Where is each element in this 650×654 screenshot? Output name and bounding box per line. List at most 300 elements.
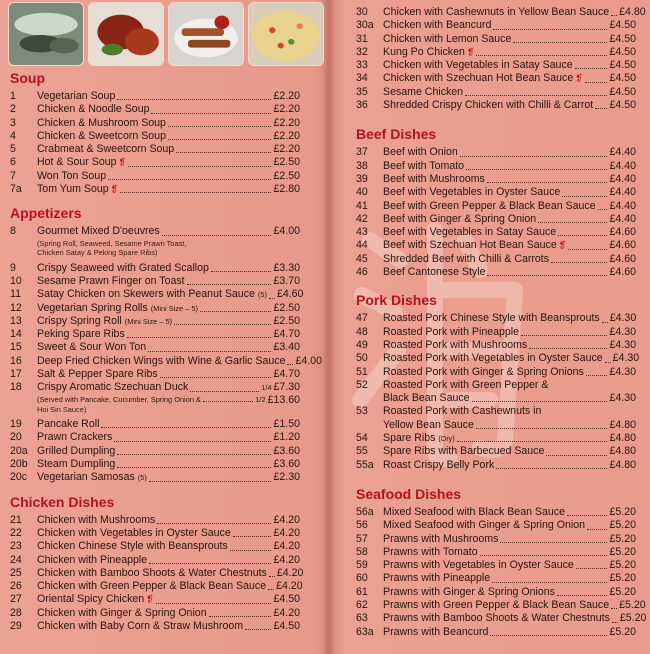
pork-list — [356, 432, 636, 472]
item-price: £2.20 — [273, 103, 300, 116]
dot-leader — [230, 550, 272, 551]
item-price: £4.20 — [273, 606, 300, 619]
menu-item — [10, 117, 300, 130]
item-number: 29 — [10, 620, 22, 632]
menu-item — [356, 312, 636, 325]
dot-leader — [492, 582, 607, 583]
menu-item — [10, 225, 300, 238]
item-price: £4.30 — [609, 338, 636, 351]
dot-leader — [457, 441, 608, 442]
item-price: £4.50 — [609, 85, 636, 98]
item-price: £4.80 — [609, 458, 636, 471]
dot-leader — [128, 166, 271, 167]
item-number: 20 — [10, 431, 22, 444]
item-price: £4.40 — [609, 146, 636, 159]
item-number: 41 — [356, 199, 368, 212]
item-number: 21 — [10, 513, 22, 526]
item-name: Roasted Pork with Mushrooms — [383, 338, 528, 351]
dot-leader — [149, 563, 271, 564]
item-name: Steam Dumpling — [37, 458, 116, 471]
dot-leader — [245, 629, 271, 630]
dot-leader — [269, 576, 275, 577]
menu-item — [10, 341, 300, 354]
menu-item — [10, 527, 300, 540]
item-price: £2.20 — [273, 129, 300, 142]
item-number: 48 — [356, 325, 368, 338]
item-number: 43 — [356, 226, 368, 239]
dot-leader — [538, 222, 607, 223]
item-name: Prawns with Vegetables in Oyster Sauce — [383, 559, 574, 572]
item-note: (Served with Pancake, Cucumber, Spring Onion & — [37, 394, 201, 404]
dot-leader — [157, 523, 271, 524]
dot-leader — [472, 401, 608, 402]
item-name: Chicken with Green Pepper & Black Bean Sauce — [37, 580, 267, 593]
menu-item — [356, 379, 636, 392]
menu-item-note-row — [10, 395, 300, 405]
item-price: £4.00 — [295, 354, 322, 367]
dot-leader — [480, 555, 608, 556]
dot-leader — [174, 324, 271, 325]
item-number: 34 — [356, 72, 368, 85]
menu-item — [356, 173, 636, 186]
menu-item — [10, 143, 300, 156]
item-name: Prawns with Green Pepper & Black Bean Sauce — [383, 598, 610, 611]
item-number: 44 — [356, 239, 368, 252]
item-name: Kung Po Chicken — [383, 45, 465, 58]
dot-leader — [575, 68, 608, 69]
menu-item — [356, 99, 636, 112]
item-price: £3.70 — [273, 274, 300, 287]
dot-leader — [190, 391, 259, 392]
item-number: 32 — [356, 45, 368, 58]
section-title-appetizers: Appetizers — [10, 205, 82, 222]
item-price: £5.20 — [619, 612, 647, 625]
dot-leader — [602, 322, 608, 323]
menu-item — [10, 566, 304, 580]
menu-item — [356, 352, 640, 365]
menu-item — [356, 33, 636, 46]
item-price: £2.80 — [273, 183, 300, 196]
portion-size: 1/2 — [255, 394, 266, 404]
dot-leader — [465, 95, 607, 96]
item-name: Grilled Dumpling — [37, 444, 116, 457]
dot-leader — [160, 377, 272, 378]
item-number: 35 — [356, 85, 368, 98]
dot-leader — [127, 337, 272, 338]
item-name: Beef with Mushrooms — [383, 172, 485, 185]
item-name: Satay Chicken on Skewers with Peanut Sauce — [37, 288, 255, 301]
menu-item — [356, 160, 636, 173]
chicken-list — [10, 513, 304, 634]
dot-leader — [233, 536, 272, 537]
item-number: 36 — [356, 99, 368, 112]
item-number: 55 — [356, 445, 368, 458]
menu-item — [356, 253, 636, 266]
item-name: Chicken & Sweetcorn Soup — [37, 129, 166, 142]
item-number: 53 — [356, 405, 368, 418]
item-size-note: (Dry) — [438, 434, 455, 444]
item-name: Spare Ribs with Barbecued Sauce — [383, 445, 545, 458]
menu-item — [10, 431, 300, 444]
item-price: £2.50 — [273, 169, 300, 182]
dot-leader — [612, 622, 618, 623]
section-title-pork: Pork Dishes — [356, 292, 437, 309]
item-price: £4.20 — [276, 580, 303, 593]
dot-leader — [168, 126, 272, 127]
dot-leader — [490, 635, 607, 636]
menu-item — [10, 354, 322, 368]
item-name: Gourmet Mixed D'oeuvres — [37, 225, 160, 238]
item-name: Chicken with Ginger & Spring Onion — [37, 606, 207, 619]
dot-leader — [120, 192, 271, 193]
item-price: £4.50 — [609, 72, 636, 85]
item-number: 60 — [356, 572, 368, 585]
item-price: £2.20 — [273, 143, 300, 156]
dot-leader — [546, 455, 607, 456]
item-name: Beef with Green Pepper & Black Bean Sauce — [383, 199, 596, 212]
dot-leader — [493, 29, 607, 30]
item-price: £5.20 — [609, 519, 636, 532]
menu-item — [10, 288, 304, 301]
item-price: £13.60 — [267, 393, 300, 406]
item-name: Roasted Pork with Ginger & Spring Onions — [383, 365, 584, 378]
item-name: Beef Cantonese Style — [383, 266, 486, 279]
item-price: £2.50 — [273, 156, 300, 169]
dot-leader — [162, 235, 272, 236]
chili-icon: ❡ — [118, 157, 127, 168]
item-name: Chicken with Vegetables in Oyster Sauce — [37, 526, 231, 539]
item-number: 27 — [10, 593, 22, 606]
dot-leader — [500, 542, 607, 543]
menu-item — [10, 156, 300, 169]
item-note: (Spring Roll, Seaweed, Sesame Prawn Toast, — [37, 238, 187, 248]
dot-leader — [562, 196, 607, 197]
item-name: Oriental Spicy Chicken — [37, 593, 145, 606]
item-name: Hot & Sour Soup — [37, 156, 117, 169]
section-title-soup: Soup — [10, 70, 45, 86]
dot-leader — [576, 568, 608, 569]
item-price: £4.40 — [609, 212, 636, 225]
item-name: Salt & Pepper Spare Ribs — [37, 368, 158, 381]
item-name: Roasted Pork with Green Pepper & — [383, 378, 549, 391]
item-number: 4 — [10, 129, 16, 142]
item-number: 30a — [356, 19, 374, 32]
item-name: Roasted Pork with Vegetables in Oyster Sauce — [383, 352, 603, 365]
menu-item — [356, 572, 636, 585]
item-name: Chicken with Cashewnuts in Yellow Bean Sauce — [383, 6, 610, 18]
item-name: Sesame Prawn Finger on Toast — [37, 274, 185, 287]
menu-item — [10, 418, 300, 431]
item-name: Chicken with Szechuan Hot Bean Sauce — [383, 72, 574, 85]
dot-leader — [187, 284, 272, 285]
menu-item — [356, 6, 646, 19]
left-column — [10, 66, 322, 633]
item-number: 3 — [10, 116, 16, 129]
item-name: Crispy Aromatic Szechuan Duck — [37, 381, 189, 394]
item-name: Roast Crispy Belly Pork — [383, 458, 495, 471]
item-name: Mixed Seafood with Black Bean Sauce — [383, 505, 565, 518]
item-name: Crispy Seaweed with Grated Scallop — [37, 261, 209, 274]
menu-item — [10, 315, 300, 328]
dot-leader — [558, 235, 607, 236]
item-number: 37 — [356, 146, 368, 159]
item-name: Yellow Bean Sauce — [383, 418, 474, 431]
item-price: £5.20 — [609, 559, 636, 572]
item-name: Vegetarian Soup — [37, 90, 116, 102]
dot-leader — [568, 249, 607, 250]
item-name: Chicken with Vegetables in Satay Sauce — [383, 59, 573, 72]
item-name: Prawns with Mushrooms — [383, 532, 499, 545]
item-number: 58 — [356, 545, 368, 558]
item-name: Prawns with Beancurd — [383, 625, 489, 638]
item-price: £3.40 — [273, 341, 300, 354]
menu-item — [356, 19, 636, 32]
seafood-list — [356, 505, 647, 639]
dot-leader — [551, 262, 607, 263]
item-name: Mixed Seafood with Ginger & Spring Onion — [383, 519, 585, 532]
item-name: Peking Spare Ribs — [37, 328, 125, 341]
item-number: 8 — [10, 225, 16, 238]
item-name: Beef with Vegetables in Satay Sauce — [383, 226, 557, 239]
dot-leader — [598, 209, 608, 210]
menu-item — [356, 86, 636, 99]
item-price: £5.20 — [609, 532, 636, 545]
menu-item — [10, 90, 300, 103]
item-price: £4.60 — [609, 239, 636, 252]
menu-item — [356, 626, 636, 639]
item-name: Chicken with Beancurd — [383, 19, 492, 32]
item-name: Shredded Beef with Chilli & Carrots — [383, 252, 550, 265]
right-column — [356, 6, 647, 639]
menu-item — [10, 103, 300, 116]
item-number: 61 — [356, 585, 368, 598]
item-number: 24 — [10, 553, 22, 566]
item-number: 33 — [356, 59, 368, 72]
dot-leader — [203, 401, 253, 402]
item-number: 17 — [10, 368, 22, 381]
chili-icon: ❡ — [575, 73, 583, 84]
dot-leader — [209, 616, 272, 617]
item-number: 46 — [356, 266, 368, 279]
page-fold — [322, 0, 336, 654]
chicken-continued-list — [356, 6, 646, 112]
section-title-chicken: Chicken Dishes — [10, 493, 115, 510]
menu-item — [10, 554, 300, 567]
menu-item — [10, 607, 300, 620]
item-number: 12 — [10, 301, 22, 314]
item-number: 16 — [10, 354, 22, 367]
item-size-note: (Mini Size – 5) — [124, 316, 173, 326]
item-price: £4.30 — [609, 365, 636, 378]
dot-leader — [466, 169, 607, 170]
photo-spring-rolls — [8, 2, 84, 66]
menu-item — [10, 183, 300, 196]
menu-item — [10, 514, 300, 527]
item-size-note: (5) — [257, 290, 267, 300]
section-title-beef: Beef Dishes — [356, 126, 437, 143]
item-price: £4.20 — [273, 540, 300, 553]
item-price: £4.70 — [273, 328, 300, 341]
item-price: £4.50 — [609, 45, 636, 58]
item-number: 13 — [10, 314, 22, 327]
menu-item — [356, 226, 636, 239]
dot-leader — [476, 55, 607, 56]
dot-leader — [476, 428, 608, 429]
item-name: Roasted Pork Chinese Style with Beansprouts — [383, 312, 600, 325]
item-number: 59 — [356, 559, 368, 572]
section-title-seafood: Seafood Dishes — [356, 485, 462, 502]
item-price: £3.30 — [273, 261, 300, 274]
menu-item — [356, 559, 636, 572]
beef-list — [356, 146, 636, 279]
menu-item — [10, 540, 300, 553]
dot-leader — [268, 589, 274, 590]
item-price: £4.20 — [273, 553, 300, 566]
item-price: £4.70 — [273, 368, 300, 381]
item-price: £4.60 — [609, 266, 636, 279]
appetizer-list — [10, 418, 300, 484]
dot-leader — [487, 275, 607, 276]
item-name: Sweet & Sour Won Ton — [37, 341, 147, 354]
soup-list — [10, 90, 300, 196]
item-price: £4.40 — [609, 186, 636, 199]
dot-leader — [611, 608, 617, 609]
item-number: 62 — [356, 598, 368, 611]
item-price: £1.50 — [273, 418, 300, 431]
menu-item — [356, 405, 636, 418]
item-name: Chicken with Baby Corn & Straw Mushroom — [37, 620, 244, 632]
item-note: Chicken Satay & Peking Spare Ribs) — [37, 248, 158, 258]
dot-leader — [487, 182, 608, 183]
item-price: £2.50 — [273, 314, 300, 327]
item-number: 50 — [356, 352, 368, 365]
item-number: 22 — [10, 526, 22, 539]
menu-item-continued — [356, 392, 636, 405]
dot-leader — [114, 441, 271, 442]
menu-item — [10, 381, 300, 394]
dot-leader — [611, 15, 617, 16]
item-number: 56 — [356, 519, 368, 532]
item-name: Crispy Spring Roll — [37, 314, 122, 327]
item-number: 5 — [10, 143, 16, 156]
dot-leader — [156, 603, 272, 604]
dot-leader — [585, 82, 608, 83]
item-price: £4.30 — [609, 325, 636, 338]
item-name: Chicken with Bamboo Shoots & Water Chestnuts — [37, 566, 267, 579]
item-price: £4.40 — [609, 199, 636, 212]
menu-item — [356, 146, 636, 159]
item-price: £4.50 — [609, 59, 636, 72]
menu-item — [356, 266, 636, 279]
item-price: £2.20 — [273, 90, 300, 102]
item-number: 63 — [356, 612, 368, 625]
dot-leader — [117, 99, 271, 100]
item-number: 11 — [10, 288, 21, 301]
menu-item — [10, 130, 300, 143]
item-price: £5.20 — [609, 572, 636, 585]
item-price: £5.20 — [609, 585, 636, 598]
item-name: Prawns with Pineapple — [383, 572, 491, 585]
dot-leader — [101, 427, 271, 428]
item-number: 18 — [10, 381, 22, 394]
item-number: 26 — [10, 580, 22, 593]
pork-list — [356, 312, 640, 378]
dot-leader — [513, 42, 607, 43]
item-name: Sesame Chicken — [383, 85, 464, 98]
item-price: £2.20 — [273, 116, 300, 129]
dot-leader — [117, 467, 271, 468]
item-number: 51 — [356, 365, 368, 378]
item-name: Roasted Pork with Cashewnuts in — [383, 405, 542, 418]
dot-leader — [557, 595, 608, 596]
menu-item — [356, 239, 636, 252]
item-price: £2.50 — [273, 301, 300, 314]
item-price: £4.50 — [273, 620, 300, 632]
item-price: £7.30 — [273, 381, 300, 394]
appetizer-list — [10, 261, 322, 382]
item-price: £4.50 — [609, 19, 636, 32]
dot-leader — [148, 351, 271, 352]
item-note: Hoi Sin Sauce) — [37, 404, 87, 414]
menu-item — [356, 46, 636, 59]
menu-item — [356, 445, 636, 458]
item-price: £4.80 — [609, 445, 636, 458]
item-number: 19 — [10, 418, 22, 431]
menu-item — [356, 72, 636, 85]
dot-leader — [151, 113, 271, 114]
item-number: 14 — [10, 328, 22, 341]
menu-item — [356, 213, 636, 226]
item-name: Beef with Ginger & Spring Onion — [383, 212, 537, 225]
menu-item — [356, 59, 636, 72]
menu-item — [356, 432, 636, 445]
item-name: Chicken with Pineapple — [37, 553, 148, 566]
item-price: £4.40 — [609, 159, 636, 172]
item-name: Chicken & Noodle Soup — [37, 103, 150, 116]
item-number: 20c — [10, 471, 28, 484]
item-price: £5.20 — [609, 625, 636, 638]
dot-leader — [108, 179, 271, 180]
item-size-note: (Mini Size – 5) — [150, 303, 198, 313]
item-price: £4.20 — [273, 526, 300, 539]
item-number: 20b — [10, 458, 28, 471]
menu-item — [10, 593, 300, 606]
item-name: Prawns with Ginger & Spring Onions — [383, 585, 555, 598]
item-name: Crabmeat & Sweetcorn Soup — [37, 143, 175, 156]
menu-item — [10, 445, 300, 458]
item-name: Chicken with Lemon Sauce — [383, 32, 512, 45]
chili-icon: ❡ — [466, 46, 475, 57]
item-number: 28 — [10, 606, 22, 619]
menu-item — [10, 302, 300, 315]
item-number: 45 — [356, 252, 368, 265]
item-number: 30 — [356, 6, 368, 18]
item-number: 23 — [10, 540, 22, 553]
item-name: Shredded Crispy Chicken with Chilli & Carrot — [383, 99, 594, 112]
menu-item — [10, 580, 303, 593]
item-number: 40 — [356, 186, 368, 199]
item-price: £4.50 — [609, 32, 636, 45]
menu-item — [356, 326, 636, 339]
menu-item — [10, 620, 300, 633]
item-price: £4.80 — [609, 418, 636, 431]
menu-item — [356, 459, 636, 472]
item-number: 57 — [356, 532, 368, 545]
item-price: £5.20 — [609, 505, 636, 518]
chili-icon: ❡ — [558, 240, 567, 251]
item-name: Chicken Chinese Style with Beansprouts — [37, 540, 228, 553]
item-price: £4.00 — [273, 225, 300, 238]
